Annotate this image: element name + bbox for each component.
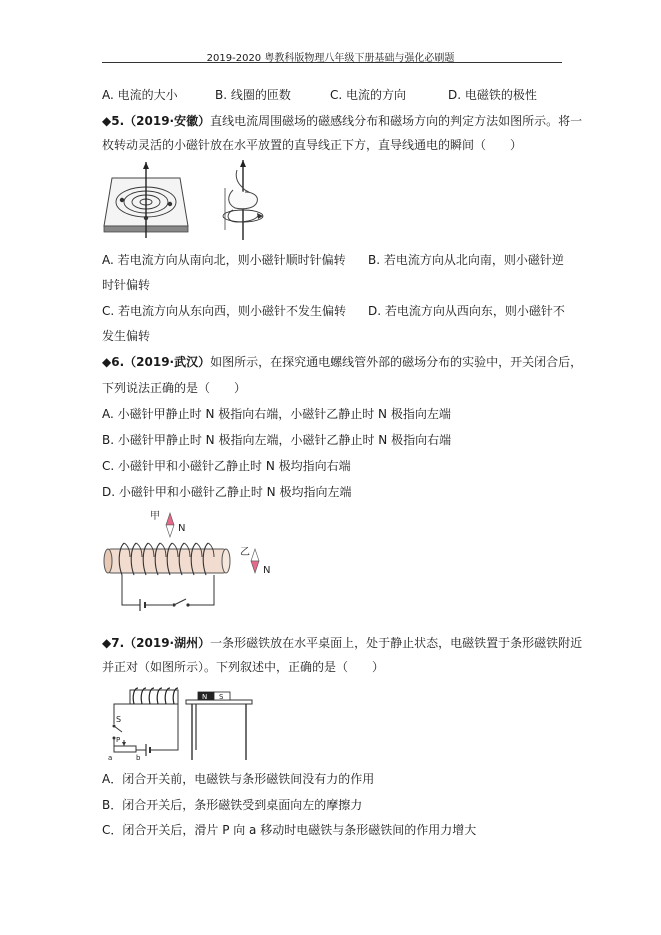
q6-option-b: B. 小磁针甲静止时 N 极指向左端，小磁针乙静止时 N 极指向右端 bbox=[102, 433, 452, 447]
q4-option-c: C. 电流的方向 bbox=[330, 88, 407, 102]
q5-option-b-cont: 时针偏转 bbox=[102, 278, 151, 292]
q7-figure-electromagnet bbox=[100, 680, 255, 765]
q5-stem-line2: 枚转动灵活的小磁针放在水平放置的直导线正下方，直导线通电的瞬间（ ） bbox=[102, 138, 523, 152]
q6-option-c: C. 小磁针甲和小磁针乙静止时 N 极均指向右端 bbox=[102, 459, 351, 473]
q4-option-d: D. 电磁铁的极性 bbox=[448, 88, 537, 102]
q7-source: （2019·湖州） bbox=[124, 636, 211, 650]
q6-stem-line1 bbox=[102, 355, 582, 369]
q7-switch-label: S bbox=[116, 715, 122, 724]
q7-slider-label: P bbox=[116, 736, 121, 744]
q5-figure-field-board bbox=[100, 160, 195, 240]
q5-stem-text: 直线电流周围磁场的磁感线分布和磁场方向的判定方法如图所示。将一 bbox=[210, 114, 583, 128]
q5-source: （2019·安徽） bbox=[124, 114, 211, 128]
q6-option-d: D. 小磁针甲和小磁针乙静止时 N 极均指向左端 bbox=[102, 485, 352, 499]
q4-option-a: A. 电流的大小 bbox=[102, 88, 178, 102]
q6-option-a: A. 小磁针甲静止时 N 极指向右端，小磁针乙静止时 N 极指向左端 bbox=[102, 407, 451, 421]
q4-option-b: B. 线圈的匝数 bbox=[215, 88, 291, 102]
q7-option-a: A．闭合开关前，电磁铁与条形磁铁间没有力的作用 bbox=[102, 772, 375, 786]
q6-figure-solenoid bbox=[100, 505, 300, 615]
q7-end-b-label: b bbox=[136, 754, 141, 762]
q7-stem-line1 bbox=[102, 636, 582, 650]
q7-magnet-n: N bbox=[202, 693, 208, 701]
header-rule bbox=[102, 62, 562, 63]
q6-needle-a-pole: N bbox=[178, 523, 186, 534]
q6-source: （2019·武汉） bbox=[124, 355, 211, 369]
q5-option-d: D. 若电流方向从西向东，则小磁针不 bbox=[368, 304, 565, 318]
q5-marker: ◆5. bbox=[102, 114, 125, 128]
q5-option-a: A. 若电流方向从南向北，则小磁针顺时针偏转 bbox=[102, 253, 346, 267]
q7-marker: ◆7. bbox=[102, 636, 125, 650]
q7-magnet-s: S bbox=[219, 693, 224, 701]
q5-option-c: C. 若电流方向从东向西，则小磁针不发生偏转 bbox=[102, 304, 347, 318]
q5-stem-line1 bbox=[102, 114, 582, 128]
q6-marker: ◆6. bbox=[102, 355, 125, 369]
q6-needle-a-label: 甲 bbox=[150, 511, 160, 522]
q7-option-c: C．闭合开关后，滑片 P 向 a 移动时电磁铁与条形磁铁间的作用力增大 bbox=[102, 823, 477, 837]
q5-figure-right-hand-rule bbox=[215, 160, 275, 240]
q6-needle-b-label: 乙 bbox=[240, 547, 250, 558]
q7-stem-text: 一条形磁铁放在水平桌面上，处于静止状态，电磁铁置于条形磁铁附近 bbox=[210, 636, 583, 650]
q5-option-d-cont: 发生偏转 bbox=[102, 329, 151, 343]
page-header: 2019-2020 粤教科版物理八年级下册基础与强化必刷题 bbox=[206, 53, 455, 64]
q5-option-b: B. 若电流方向从北向南，则小磁针逆 bbox=[368, 253, 564, 267]
q6-stem-text: 如图所示，在探究通电螺线管外部的磁场分布的实验中，开关闭合后， bbox=[210, 355, 583, 369]
q6-needle-b-pole: N bbox=[263, 565, 271, 576]
q7-end-a-label: a bbox=[108, 754, 113, 762]
q6-stem-line2: 下列说法正确的是（ ） bbox=[102, 381, 247, 395]
q7-stem-line2: 并正对（如图所示）。下列叙述中，正确的是（ ） bbox=[102, 660, 385, 674]
q7-option-b: B．闭合开关后，条形磁铁受到桌面向左的摩擦力 bbox=[102, 798, 363, 812]
